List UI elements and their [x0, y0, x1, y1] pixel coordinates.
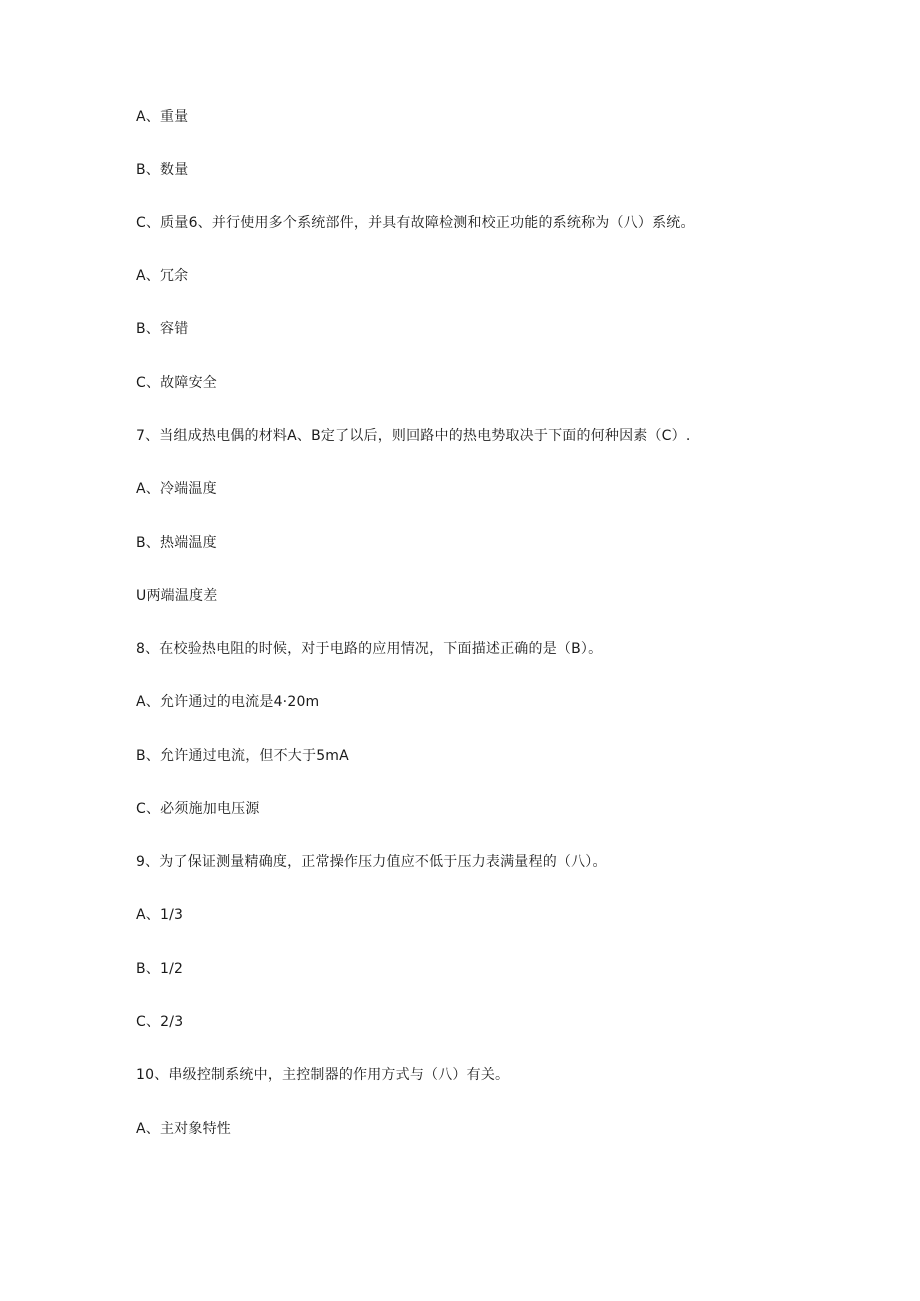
option-line: C、故障安全: [136, 375, 217, 391]
option-line: A、主对象特性: [136, 1121, 231, 1137]
question-line: C、质量6、并行使用多个系统部件，并具有故障检测和校正功能的系统称为（八）系统。: [136, 215, 695, 231]
option-line: A、1/3: [136, 907, 184, 923]
option-line: B、1/2: [136, 961, 184, 977]
question-line: 8、在校验热电阻的时候，对于电路的应用情况，下面描述正确的是（B）。: [136, 641, 603, 657]
option-line: B、热端温度: [136, 535, 217, 551]
question-line: 7、当组成热电偶的材料A、B定了以后，则回路中的热电势取决于下面的何种因素（C）.: [136, 428, 691, 444]
question-line: 10、串级控制系统中，主控制器的作用方式与（八）有关。: [136, 1067, 510, 1083]
option-line: U两端温度差: [136, 588, 218, 604]
option-line: B、数量: [136, 162, 189, 178]
option-line: A、允许通过的电流是4·20m: [136, 694, 320, 710]
option-line: A、冷端温度: [136, 481, 217, 497]
option-line: B、允许通过电流，但不大于5mA: [136, 748, 349, 764]
option-line: A、重量: [136, 109, 189, 125]
question-line: 9、为了保证测量精确度，正常操作压力值应不低于压力表满量程的（八）。: [136, 854, 607, 870]
option-line: C、必须施加电压源: [136, 801, 260, 817]
option-line: B、容错: [136, 321, 189, 337]
option-line: C、2/3: [136, 1014, 184, 1030]
option-line: A、冗余: [136, 268, 189, 284]
